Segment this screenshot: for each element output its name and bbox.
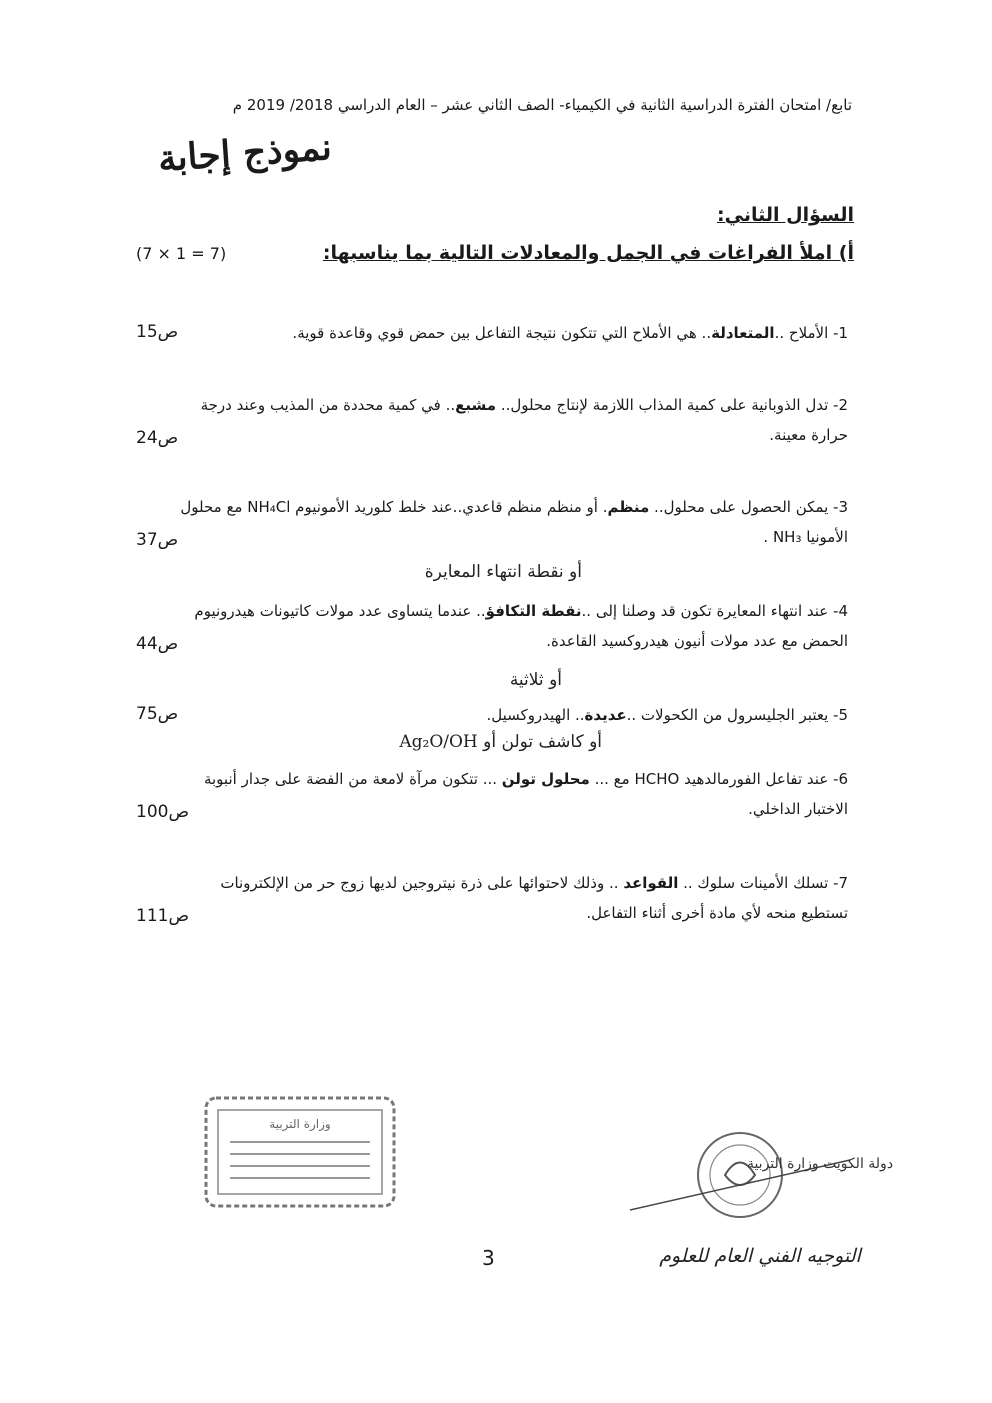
item-7-page-ref: ص111: [136, 906, 190, 926]
item-5-text-post: .. الهيدروكسيل.: [486, 706, 585, 724]
item-7: [138, 868, 848, 928]
item-2-answer: مشبع: [455, 396, 497, 414]
question-part-a: أ) املأ الفراغات في الجمل والمعادلات التالية بما يناسبها:: [322, 242, 854, 264]
item-4-handwritten-note: أو نقطة انتهاء المعايرة: [424, 562, 582, 582]
item-4-page-ref: ص44: [136, 634, 179, 654]
item-7-text-pre: 7- تسلك الأمينات سلوك ..: [678, 874, 848, 892]
item-6: [138, 764, 848, 824]
item-3-answer: منظم: [607, 498, 650, 516]
item-2: [138, 390, 848, 450]
item-6-text-line2: الاختبار الداخلي.: [748, 800, 848, 818]
item-6-handwritten-note: أو كاشف تولن أو Ag₂O/OH: [399, 732, 602, 752]
item-1-page-ref: ص15: [136, 322, 179, 342]
item-6-page-ref: ص100: [136, 802, 190, 822]
item-7-answer: القواعد: [623, 874, 679, 892]
exam-header-line: تابع/ امتحان الفترة الدراسية الثانية في الكيمياء- الصف الثاني عشر – العام الدراسي 2018/ 2019 م: [232, 96, 852, 114]
item-5: [138, 700, 848, 730]
item-3-page-ref: ص37: [136, 530, 179, 550]
left-stamp-text: وزارة التربية: [269, 1117, 331, 1131]
item-2-text-post: .. في كمية محددة من المذيب وعند درجة: [200, 396, 456, 414]
item-3-text-post: . أو منظم منظم قاعدي..عند خلط كلوريد الأمونيوم NH₄Cl مع محلول: [180, 498, 608, 516]
item-1: [138, 318, 848, 348]
item-1-text-pre: 1- الأملاح ..: [774, 324, 848, 342]
item-4-text-pre: 4- عند انتهاء المعايرة تكون قد وصلنا إلى ..: [581, 602, 848, 620]
item-1-text-post: .. هي الأملاح التي تتكون نتيجة التفاعل بين حمض قوي وقاعدة قوية.: [292, 324, 712, 342]
item-5-answer: عديدة: [584, 706, 627, 724]
item-4-text-post: .. عندما يتساوى عدد مولات كاتيونات هيدرونيوم: [194, 602, 486, 620]
question-marks: (7 × 1 = 7): [136, 244, 227, 263]
item-6-text-pre: 6- عند تفاعل الفورمالدهيد HCHO مع ...: [589, 770, 848, 788]
item-1-answer: المتعادلة: [711, 324, 775, 342]
page-number: 3: [482, 1246, 495, 1270]
item-2-text-line2: حرارة معينة.: [769, 426, 848, 444]
item-5-text-pre: 5- يعتبر الجليسرول من الكحولات ..: [626, 706, 848, 724]
item-2-text-pre: 2- تدل الذوبانية على كمية المذاب اللازمة لإنتاج محلول..: [496, 396, 848, 414]
left-rectangular-stamp: [200, 1092, 400, 1212]
item-2-page-ref: ص24: [136, 428, 179, 448]
right-stamp-text: دولة الكويت وزارة التربية: [746, 1156, 894, 1172]
item-6-text-post: ... تتكون مرآة لامعة من الفضة على جدار أنبوبة: [203, 770, 502, 788]
item-3-text-line2: الأمونيا NH₃ .: [763, 528, 848, 546]
item-7-text-post: .. وذلك لاحتوائها على ذرة نيتروجين لديها زوج حر من الإلكترونات: [220, 874, 624, 892]
item-4-answer: نقطة التكافؤ: [485, 602, 582, 620]
question-heading: السؤال الثاني:: [717, 204, 854, 226]
item-5-page-ref: ص75: [136, 704, 179, 724]
right-round-stamp: [620, 1120, 894, 1280]
item-7-text-line2: تستطيع منحه لأي مادة أخرى أثناء التفاعل.: [586, 904, 848, 922]
item-4-text-line2: الحمض مع عدد مولات أنيون هيدروكسيد القاعدة.: [546, 632, 848, 650]
item-3-text-pre: 3- يمكن الحصول على محلول..: [649, 498, 848, 516]
item-4: [138, 596, 848, 656]
answer-model-title: نموذج إجابة: [156, 125, 334, 181]
supervisor-signature: التوجيه الفني العام للعلوم: [659, 1245, 861, 1267]
item-6-answer: محلول تولن: [501, 770, 590, 788]
item-3: [138, 492, 848, 552]
item-5-handwritten-note: أو ثلاثية: [509, 670, 562, 690]
